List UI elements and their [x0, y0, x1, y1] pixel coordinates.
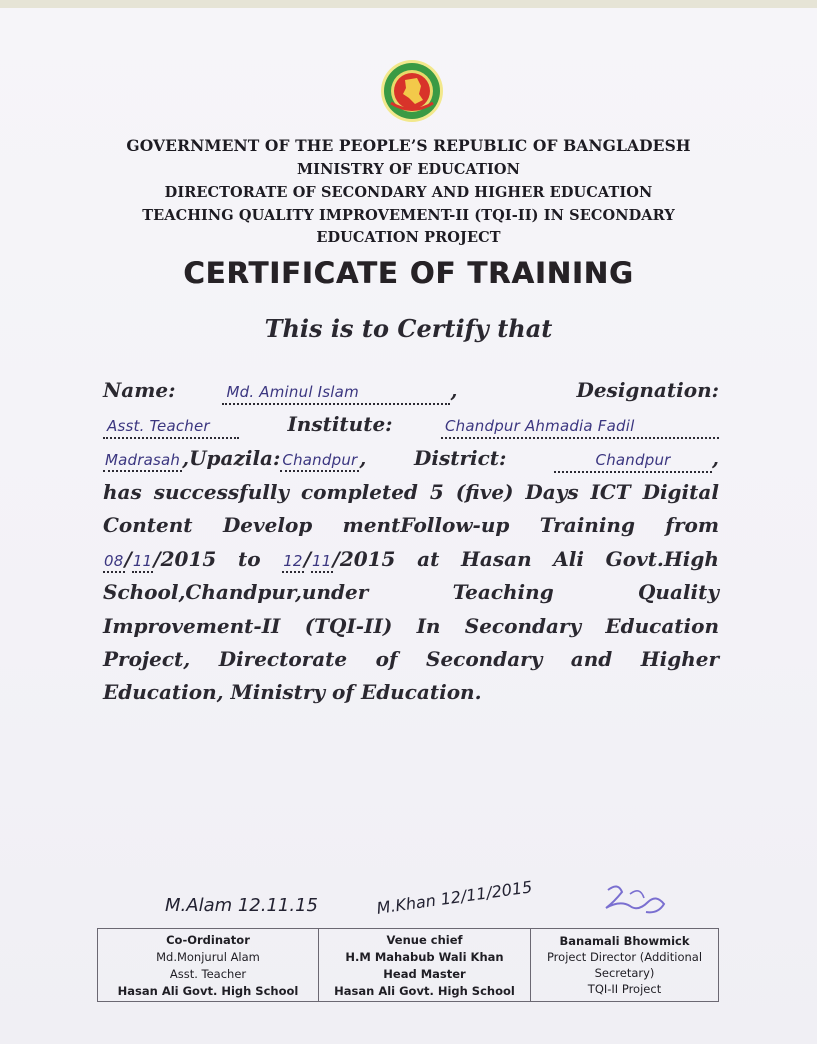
body-word: Education [605, 614, 719, 638]
coordinator-role: Co-Ordinator [166, 933, 250, 947]
coordinator-signature: M.Alam 12.11.15 [165, 895, 319, 916]
body-word: Govt.High [605, 547, 719, 571]
body-word: successfully [153, 480, 290, 504]
coordinator-org: Hasan Ali Govt. High School [117, 984, 299, 998]
body-line-7 [103, 580, 719, 604]
upazila-value: Chandpur [282, 451, 358, 469]
body-word: Project, [103, 647, 191, 671]
body-word: to [237, 547, 261, 571]
upazila-field [280, 446, 359, 472]
venue-chief-signature: M.Khan 12/11/2015 [375, 877, 534, 918]
body-word: mentFollow-up [342, 513, 510, 537]
upazila-line: Madrasah ,Upazila: Chandpur , District: Chandpur , [103, 446, 719, 473]
name-field [222, 378, 450, 405]
to-year: 2015 [339, 547, 396, 571]
to-month: 11 [312, 552, 332, 570]
project-director-cell [531, 929, 718, 1001]
government-seal-icon [379, 58, 445, 124]
body-word: School,Chandpur,under [103, 580, 369, 604]
project-director-signature-icon [600, 880, 670, 920]
header-ministry: MINISTRY OF EDUCATION [297, 161, 520, 178]
designation-label: Designation: [576, 378, 719, 402]
designation-value: Asst. Teacher [107, 417, 210, 435]
body-word: ICT [590, 480, 631, 504]
header-project-line1: TEACHING QUALITY IMPROVEMENT-II (TQI-II) IN SECONDARY [142, 207, 675, 224]
to-date: 12/11/2015 [283, 547, 396, 571]
body-word: Teaching [452, 580, 554, 604]
body-word: completed [300, 480, 418, 504]
certificate-title: CERTIFICATE OF TRAINING [183, 256, 634, 290]
institute-label: Institute: [287, 412, 393, 436]
name-line: Name: Md. Aminul Islam , Designation: [103, 378, 719, 405]
institute-field-cont [103, 446, 182, 472]
body-line-6 [103, 547, 719, 573]
body-word: 5 [429, 480, 444, 504]
body-word: Develop [222, 513, 313, 537]
body-word: Secondary [464, 614, 582, 638]
venue-chief-name: H.M Mahabub Wali Khan [345, 950, 504, 964]
body-line-4 [103, 480, 719, 504]
body-word: has [103, 480, 142, 504]
body-word: Training [539, 513, 635, 537]
from-date: 08/11/2015 [104, 547, 217, 571]
from-day-field [103, 547, 125, 573]
district-value: Chandpur [595, 451, 671, 469]
venue-chief-title: Head Master [383, 967, 466, 981]
to-month-field [311, 547, 333, 573]
district-label: District: [414, 446, 507, 470]
paper-edge [0, 0, 817, 8]
project-director-title: Project Director (Additional Secretary) [546, 950, 703, 980]
district-field [554, 446, 712, 473]
body-word: (five) [455, 480, 514, 504]
to-day: 12 [283, 552, 303, 570]
name-label: Name: [103, 378, 176, 402]
from-day: 08 [104, 552, 124, 570]
from-month: 11 [132, 552, 153, 570]
venue-chief-cell [319, 929, 531, 1001]
institute-value: Chandpur Ahmadia Fadil [445, 417, 635, 435]
institute-line [103, 412, 719, 439]
header-directorate: DIRECTORATE OF SECONDARY AND HIGHER EDUCATION [164, 184, 653, 201]
body-line-8 [103, 614, 719, 638]
designation-field [103, 412, 239, 439]
body-line-9 [103, 647, 719, 671]
upazila-label: Upazila: [189, 446, 281, 470]
body-word: Directorate [218, 647, 348, 671]
body-word: Hasan [461, 547, 532, 571]
body-line-5 [103, 513, 719, 537]
signature-table [97, 928, 719, 1002]
venue-chief-org: Hasan Ali Govt. High School [334, 984, 515, 998]
body-word: Ali [553, 547, 584, 571]
body-word: Content [103, 513, 193, 537]
coordinator-name: Md.Monjurul Alam [156, 950, 260, 964]
coordinator-cell [98, 929, 319, 1001]
body-word: from [665, 513, 719, 537]
header-project-line2: EDUCATION PROJECT [316, 229, 501, 246]
venue-chief-role: Venue chief [386, 933, 463, 947]
institute-value-cont: Madrasah [105, 451, 181, 469]
body-word: and [570, 647, 613, 671]
body-word: (TQI-II) [304, 614, 393, 638]
body-word: Higher [640, 647, 719, 671]
certify-subtitle: This is to Certify that [264, 314, 553, 343]
body-word: Digital [642, 480, 719, 504]
header-government: GOVERNMENT OF THE PEOPLE’S REPUBLIC OF BANGLADESH [126, 136, 691, 155]
body-word: Secondary [426, 647, 543, 671]
institute-field [441, 412, 719, 439]
from-month-field [132, 547, 154, 573]
body-word: In [416, 614, 441, 638]
project-director-name: Banamali Bhowmick [559, 934, 690, 948]
body-word: of [375, 647, 398, 671]
name-value: Md. Aminul Islam [226, 383, 359, 401]
project-director-org: TQI-II Project [587, 982, 662, 996]
from-year: 2015 [160, 547, 217, 571]
to-day-field [282, 547, 304, 573]
body-word: Days [525, 480, 579, 504]
body-word: Quality [638, 580, 719, 604]
body-line-10: Education, Ministry of Education. [103, 680, 482, 704]
coordinator-title: Asst. Teacher [169, 967, 247, 981]
body-word: at [417, 547, 440, 571]
body-word: Improvement-II [103, 614, 281, 638]
